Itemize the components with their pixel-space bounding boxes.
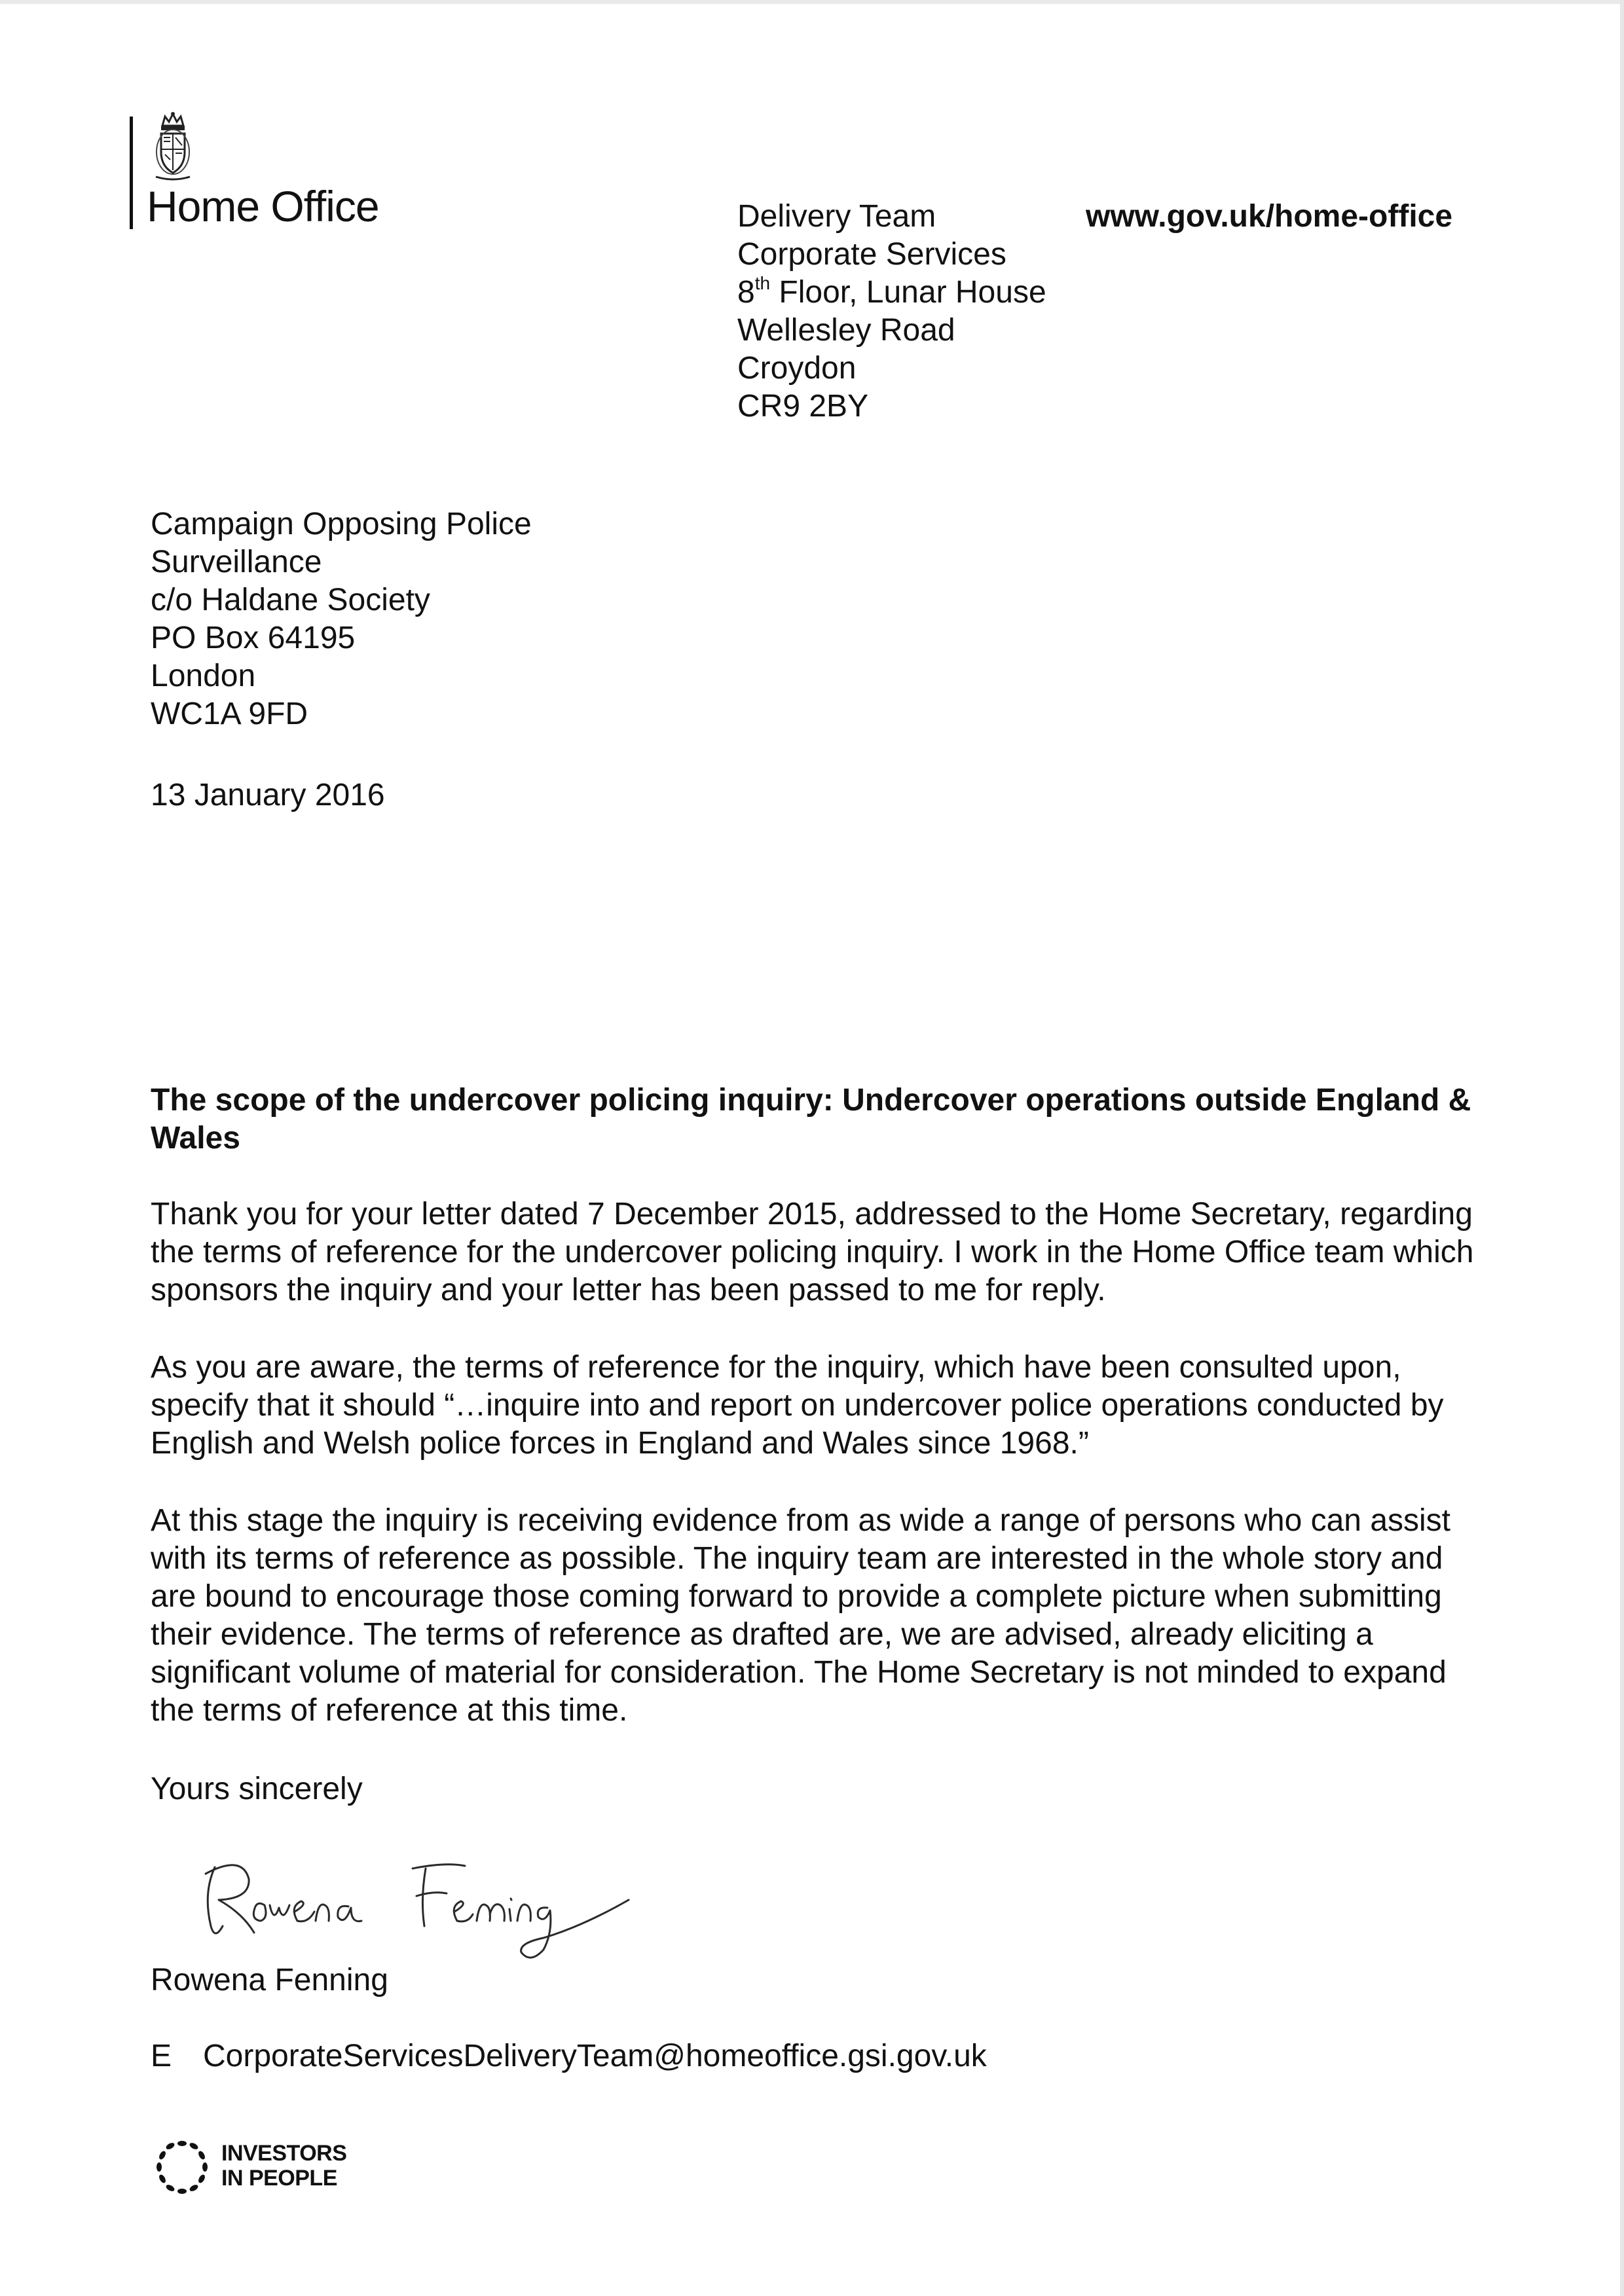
handwritten-signature (177, 1828, 661, 1965)
signatory-name: Rowena Fenning (151, 1963, 388, 1997)
recipient-address-line: PO Box 64195 (151, 621, 356, 655)
website-url: www.gov.uk/home-office (1086, 199, 1453, 234)
sender-address-line: Croydon (737, 351, 857, 386)
sender-address-line: Wellesley Road (737, 313, 955, 348)
body-paragraph: Thank you for your letter dated 7 December 2015, addressed to the Home Secretary, regarding the terms of reference for the undercover policing inquiry. I work in the Home Office team which sponsors the inquiry and your letter has been passed to me for reply. (151, 1197, 1474, 1307)
recipient-address (151, 505, 532, 733)
sender-address-line: Corporate Services (737, 237, 1006, 272)
scan-edge-right (1620, 0, 1624, 2296)
closing-salutation: Yours sincerely (151, 1772, 363, 1806)
recipient-address-line: Campaign Opposing Police (151, 507, 532, 541)
recipient-address-line: c/o Haldane Society (151, 583, 430, 617)
investors-in-people-text (221, 2141, 346, 2191)
organisation-name: Home Office (147, 182, 379, 230)
contact-email[interactable]: CorporateServicesDeliveryTeam@homeoffice.gsi.gov.uk (203, 2039, 987, 2073)
email-label: E (151, 2039, 172, 2073)
sender-address-line: CR9 2BY (737, 389, 869, 424)
sender-address-line (737, 274, 1046, 312)
iip-text-line: INVESTORS (221, 2141, 347, 2166)
subject-heading: The scope of the undercover policing inquiry: Undercover operations outside England & Wales (151, 1083, 1471, 1156)
iip-text-line: IN PEOPLE (221, 2166, 337, 2191)
logo-rule (130, 117, 133, 229)
body-paragraph: At this stage the inquiry is receiving evidence from as wide a range of persons who can assist with its terms of reference as possible. The inquiry team are interested in the whole story and are bound to encourage those coming forward to provide a complete picture when submitting their evidence. The terms of reference as drafted are, we are advised, already eliciting a significant volume of material for consideration. The Home Secretary is not minded to expand the terms of reference at this time. (151, 1503, 1451, 1728)
recipient-address-line: Surveillance (151, 545, 322, 579)
recipient-address-line: London (151, 659, 256, 693)
sender-address-line: Delivery Team (737, 199, 936, 234)
letter-date: 13 January 2016 (151, 778, 385, 812)
investors-in-people-wreath-icon (151, 2136, 213, 2198)
contact-email-row (151, 2037, 987, 2075)
floor-number: 8 (737, 275, 755, 310)
royal-coat-of-arms-icon (148, 111, 198, 182)
body-paragraph: As you are aware, the terms of reference for the inquiry, which have been consulted upon, specify that it should “…inquire into and report on undercover police operations conducted by English and Welsh police forces in England and Wales since 1968.” (151, 1350, 1444, 1461)
floor-building: Floor, Lunar House (770, 275, 1046, 310)
recipient-address-line: WC1A 9FD (151, 697, 308, 731)
floor-ordinal-suffix: th (754, 273, 771, 293)
sender-address (737, 198, 1046, 426)
scan-edge-top (0, 0, 1624, 4)
